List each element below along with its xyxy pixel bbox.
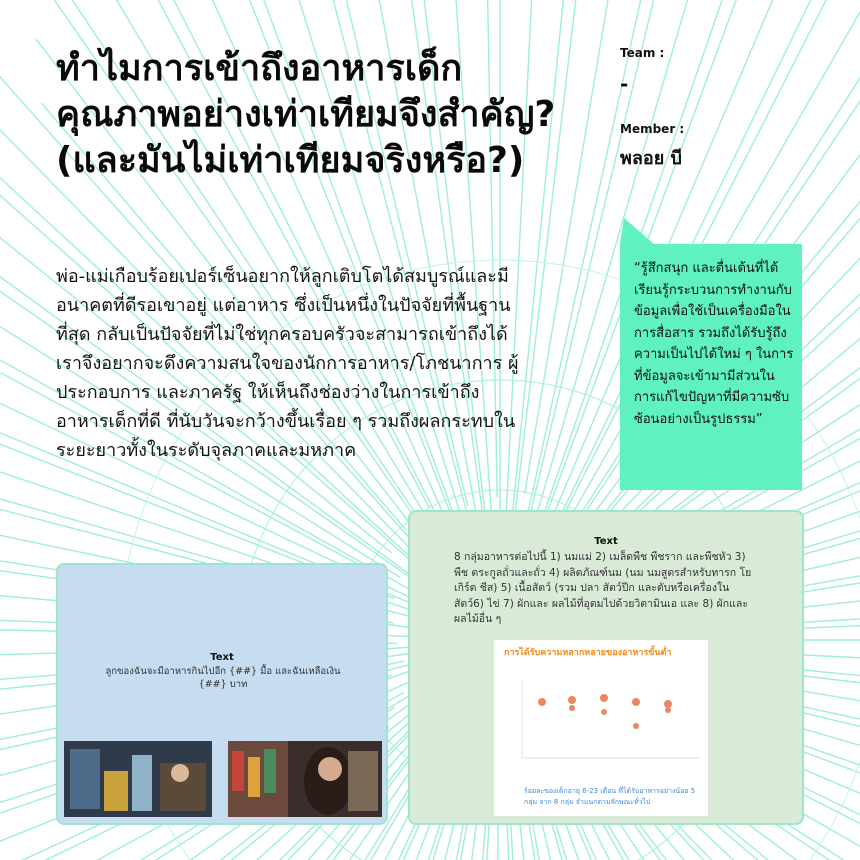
dietary-diversity-chart-image — [494, 640, 708, 816]
team-label: Team : — [620, 46, 665, 60]
food-groups-card — [408, 510, 804, 825]
grocery-photo — [64, 741, 212, 817]
chart-image-title: การได้รับความหลากหลายของอาหารขั้นต่ำ — [504, 648, 672, 658]
page-title: ทำไมการเข้าถึงอาหารเด็กคุณภาพอย่างเท่าเทียมจึงสำคัญ? (และมันไม่เท่าเทียมจริงหรือ?) — [56, 48, 556, 181]
quote-text: “รู้สึกสนุก และตื่นเต้นที่ได้เรียนรู้กระบวนการทำงานกับข้อมูลเพื่อใช้เป็นเครื่องมือในการสื่อสาร รวมถึงได้รับรู้ถึงความเป็นไปได้ใหม่ ๆ ในการที่ข้อมูลจะเข้ามามีส่วนในการแก้ไขปัญหาที่มีความซับซ้อนอย่างเป็นรูปธรรม” — [634, 261, 794, 427]
intro-paragraph: พ่อ-แม่เกือบร้อยเปอร์เซ็นอยากให้ลูกเติบโตได้สมบูรณ์และมีอนาคตที่ดีรอเขาอยู่ แต่อาหาร ซึ่งเป็นหนึ่งในปัจจัยที่พื้นฐานที่สุด กลับเป็นปัจจัยที่ไม่ใช่ทุกครอบครัวจะสามารถเข้าถึงได้ เราจึงอยากจะดึงความสนใจของนักการอาหาร/โภชนาการ ผู้ประกอบการ และภาครัฐ ให้เห็นถึงช่องว่างในการเข้าถึงอาหารเด็กที่ดี ที่นับวันจะกว้างขึ้นเรื่อย ๆ รวมถึงผลกระทบในระยะยาวทั้งในระดับจุลภาคและมหภาค — [56, 266, 519, 461]
shopping-woman-photo — [228, 741, 382, 817]
member-value: พลอย บี — [620, 148, 682, 169]
team-value: - — [620, 72, 629, 96]
card-heading: Text — [210, 652, 234, 663]
chart-image-footnote: ร้อยละของเด็กอายุ 6-23 เดือน ที่ได้รับอาหารอย่างน้อย 5 กลุ่ม จาก 8 กลุ่ม จำแนกตามลักษณะทั่วไป — [524, 787, 696, 806]
card-heading: Text — [594, 536, 618, 547]
member-label: Member : — [620, 122, 685, 136]
card-text: 8 กลุ่มอาหารต่อไปนี้ 1) นมแม่ 2) เมล็ดพืช พืชราก และพืชหัว 3) พืช ตระกูลถั่วและถั่ว 4) ผลิตภัณฑ์นม (นม นมสูตรสำหรับทารก โยเกิร์ต ชีส) 5) เนื้อสัตว์ (รวม ปลา สัตว์ปีก และตับหรือเครื่องใน สัตว์6) ไข่ 7) ผักและ ผลไม้ที่อุดมไปด้วยวิตามินเอ และ 8) ผักและผลไม้อื่น ๆ — [454, 551, 752, 625]
card-text: ลูกของฉันจะมีอาหารกินไปอีก {##} มื้อ และฉันเหลือเงิน {##} บาท — [105, 666, 341, 690]
savings-calculator-card — [56, 563, 388, 825]
quote-bubble — [620, 218, 802, 490]
